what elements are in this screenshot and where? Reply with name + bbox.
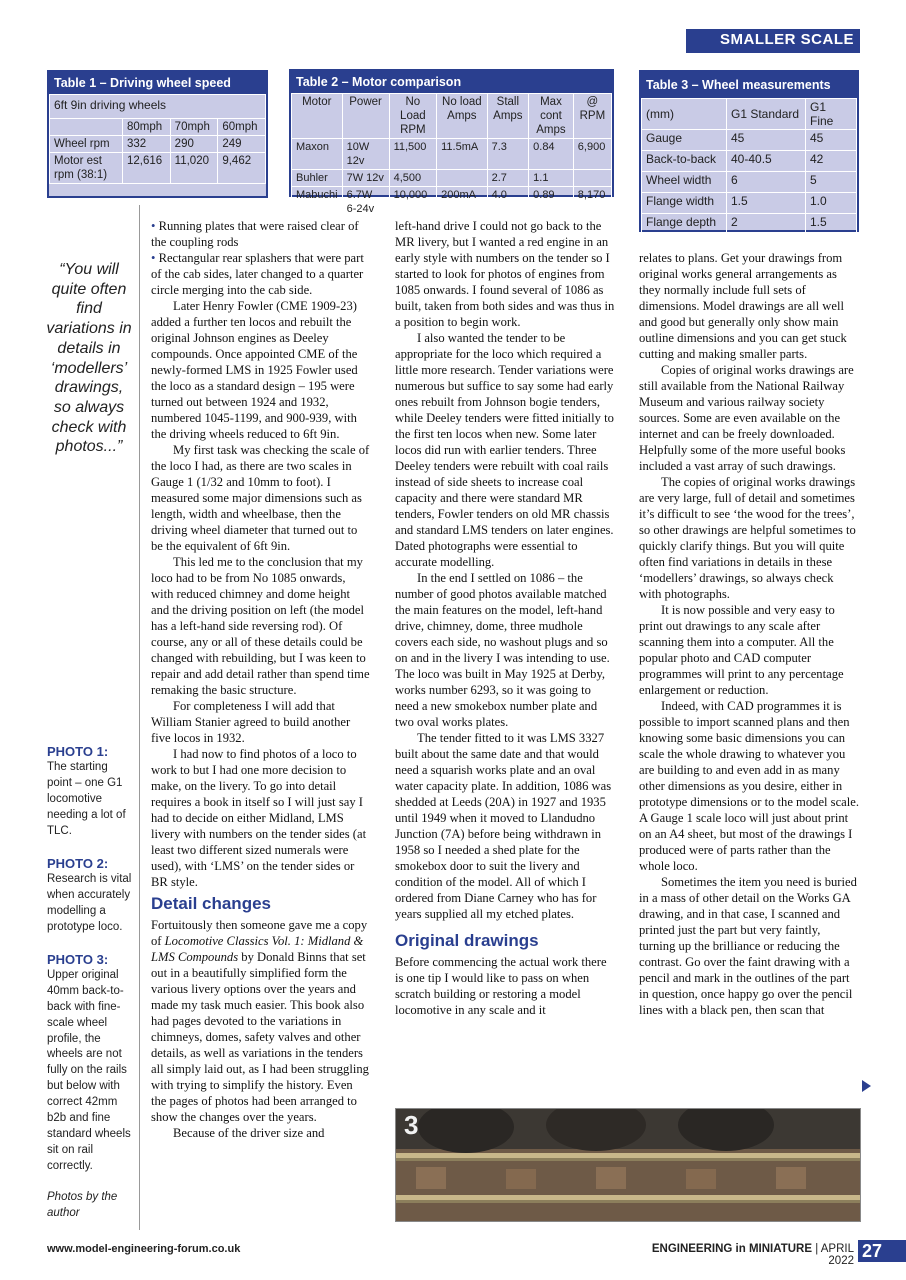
table-cell: 4,500 <box>389 170 437 187</box>
table-cell: 70mph <box>170 119 218 136</box>
table-cell: 80mph <box>123 119 171 136</box>
table-cell: G1 Standard <box>727 99 806 130</box>
bullet-item <box>151 250 370 298</box>
caption-text: Upper original 40mm back-to-back with fine-scale wheel profile, the wheels are not fully on the rails but below with correct 42mm b2b and fine standard wheels sit on rail correctly. <box>47 968 131 1172</box>
wheels-on-track-image <box>396 1109 860 1221</box>
caption-label: PHOTO 3: <box>47 952 109 967</box>
section-tag-rule <box>686 51 860 53</box>
paragraph: Sometimes the item you need is buried in a mass of other detail on the Works GA drawing, and in that case, I scanned and printed just the part but very faintly, turning up the brilliance or reducing the contrast. Go over the faint drawing with a pencil and mark in the outlines of the part in question, once happy go over the pencil lines with a black pen, then scan that <box>639 875 857 1017</box>
paragraph <box>151 917 370 1125</box>
caption-label: PHOTO 2: <box>47 856 109 871</box>
table-cell: Buhler <box>292 170 343 187</box>
table-3-title: Table 3 – Wheel measurements <box>641 72 857 98</box>
table-cell <box>50 119 123 136</box>
table-cell: G1 Fine <box>806 99 857 130</box>
table-cell: 0.89 <box>529 187 574 218</box>
section-tag: SMALLER SCALE <box>686 29 860 51</box>
table-row <box>642 130 857 151</box>
bullet-item <box>151 218 370 250</box>
article-column-3 <box>639 250 859 1018</box>
table-cell: 8,170 <box>573 187 611 218</box>
table-1-title: Table 1 – Driving wheel speed <box>49 72 266 94</box>
text-run: Fortuitously then someone gave me a copy of <box>151 918 368 948</box>
photo-3 <box>395 1108 861 1222</box>
table-cell: 1.1 <box>529 170 574 187</box>
article-column-2 <box>395 218 615 1018</box>
table-1-subtitle: 6ft 9in driving wheels <box>50 95 266 119</box>
paragraph: The tender fitted to it was LMS 3327 built about the same date and that would need a squarish works plate and an oval water capacity plate. In addition, 1086 was shedded at Leeds (20A) in 1927 and 1935 until 1949 when it moved to Llandudno Junction (7A) before being withdrawn in 1958 so I needed a shed plate for the smokebox door to suit the livery and condition of the model. All of which I ordered from Diane Carney who has for years supplied all my etched plates. <box>395 731 612 921</box>
table-row <box>292 170 612 187</box>
table-cell: 11.5mA <box>437 139 487 170</box>
caption-label: PHOTO 1: <box>47 744 109 759</box>
table-2 <box>289 69 614 215</box>
subheading-original-drawings: Original drawings <box>395 931 539 950</box>
article-column-1 <box>151 218 370 1141</box>
page-number: 27 <box>858 1240 906 1262</box>
photo-2-caption <box>47 856 135 936</box>
table-row <box>642 151 857 172</box>
table-cell: Max cont Amps <box>529 94 574 139</box>
table-cell: 7.3 <box>487 139 529 170</box>
paragraph: For completeness I will add that William Stanier agreed to build another five locos in 1932. <box>151 699 351 745</box>
table-cell: Wheel rpm <box>50 136 123 153</box>
table-cell: 10,000 <box>389 187 437 218</box>
magazine-name: ENGINEERING in MINIATURE <box>651 1243 812 1255</box>
table-cell: Back-to-back <box>642 151 727 172</box>
table-cell: No Load RPM <box>389 94 437 139</box>
table-row <box>292 187 612 218</box>
photo-number: 3 <box>404 1110 419 1140</box>
table-row <box>50 136 266 153</box>
paragraph: It is now possible and very easy to print out drawings to any scale after scanning them into a computer. All the popular photo and CAD computer programmes will print to any percentage enlargement or reduction. <box>639 603 844 697</box>
table-cell: @ RPM <box>573 94 611 139</box>
table-row <box>50 153 266 184</box>
table-3 <box>639 70 859 232</box>
table-cell: 2.7 <box>487 170 529 187</box>
table-cell: 10W 12v <box>342 139 389 170</box>
table-cell: 45 <box>806 130 857 151</box>
book-title: Locomotive Classics Vol. 1: Midland & LMS Compounds <box>151 934 364 964</box>
caption-text: Research is vital when accurately modelling a prototype loco. <box>47 872 132 933</box>
table-3-header-row <box>642 99 857 130</box>
table-cell: 1.5 <box>727 193 806 214</box>
table-cell: 332 <box>123 136 171 153</box>
text-run: by Donald Binns that set out in a beautifully simplified form the various livery options over the years and made my task much easier. This book also had pages devoted to the variations in chimneys, domes, safety valves and other details, as well as variations in the tenders all simply laid out, as I had been struggling with trying to simplify the history. Even the pages of photos had been arranged to show the changes over the years. <box>151 950 369 1124</box>
footer-website[interactable]: www.model-engineering-forum.co.uk <box>47 1243 241 1255</box>
table-cell: Mabuchi <box>292 187 343 218</box>
table-cell: (mm) <box>642 99 727 130</box>
table-cell: Motor est rpm (38:1) <box>50 153 123 184</box>
table-row <box>642 193 857 214</box>
table-cell: 0.84 <box>529 139 574 170</box>
column-divider <box>139 205 140 1230</box>
table-cell: 40-40.5 <box>727 151 806 172</box>
table-cell <box>437 170 487 187</box>
table-cell: 6 <box>727 172 806 193</box>
table-cell: 1.0 <box>806 193 857 214</box>
photo-3-caption <box>47 952 135 1175</box>
paragraph: My first task was checking the scale of the loco I had, as there are two scales in Gauge 1 (1/32 and 10mm to foot). I measured some major dimensions such as length, width and wheelbase, then the driving wheel diameter that turned out to be the equivalent of 6ft 9in. <box>151 443 370 553</box>
paragraph: relates to plans. Get your drawings from original works general arrangements as they normally include full sets of dimensions. Model drawings are all well and good but generally only show main outline dimensions and you can get stuck cutting and making smaller parts. <box>639 251 847 361</box>
pull-quote: “You will quite often find variations in details in ‘modellers’ drawings, so always check with photos...” <box>46 261 132 456</box>
table-cell: 6.7W 6-24v <box>342 187 389 218</box>
footer-masthead: ENGINEERING in MINIATURE | APRIL 2022 <box>651 1243 854 1267</box>
bullet-text: Rectangular rear splashers that were part of the cab sides, later changed to a quarter circle merging into the cab side. <box>151 251 364 297</box>
bullet-icon: • <box>151 251 159 265</box>
table-cell: 2 <box>727 214 806 235</box>
table-1-header-row <box>50 119 266 136</box>
paragraph: left-hand drive I could not go back to the MR livery, but I wanted a red engine in an early style with numbers on the tender so I started to look for photos of engines from 1085 onwards. I found several of 1086 as built, taken from both sides and was thus in a position to begin work. <box>395 219 615 329</box>
paragraph: Later Henry Fowler (CME 1909-23) added a further ten locos and rebuilt the original Johnson engines as Deeley compounds. Once appointed CME of the newly-formed LMS in 1925 Fowler used the loco as a standard design – 195 were turned out between 1924 and 1932, numbered 1045-1199, and 900-939, with the driving wheels reduced to 6ft 9in. <box>151 299 358 441</box>
table-2-header-row <box>292 94 612 139</box>
table-cell: Wheel width <box>642 172 727 193</box>
table-row <box>292 139 612 170</box>
table-cell: 290 <box>170 136 218 153</box>
table-cell: 249 <box>218 136 266 153</box>
paragraph: Because of the driver size and <box>173 1126 325 1140</box>
table-cell: Power <box>342 94 389 139</box>
bullet-icon: • <box>151 219 159 233</box>
table-cell <box>573 170 611 187</box>
table-cell: 60mph <box>218 119 266 136</box>
table-cell: 42 <box>806 151 857 172</box>
continue-arrow-icon <box>862 1080 871 1092</box>
paragraph: In the end I settled on 1086 – the number of good photos available matched the main features on the model, left-hand drive, chimney, dome, three mudhole covers each side, no washout plugs and so on and in the livery I was intending to use. The loco was built in May 1925 at Derby, works number 6293, so it was going to need a new smokebox number plate and two oval works plates. <box>395 571 610 729</box>
table-cell: 1.5 <box>806 214 857 235</box>
table-cell: 9,462 <box>218 153 266 184</box>
paragraph: I also wanted the tender to be appropriate for the loco which required a little more research. Tender variations were numerous but suffice to say some had early ones rebuilt from Johnson bogie tenders, while Deeley tenders were fitted initially to the first ten locos when new. Some later locos did run with earlier tenders. Three Deeley tenders were rebuilt with coal rails instead of side sheets to increase coal capacity and there were standard MR tenders, Fowler tenders on old MR chassis and standard LMS tenders on later engines. Dated photographs were essential to accurate modelling. <box>395 331 614 569</box>
paragraph: Before commencing the actual work there is one tip I would like to pass on when scratch building or restoring a model locomotive in any scale and it <box>395 955 607 1017</box>
table-cell: 11,500 <box>389 139 437 170</box>
subheading-detail-changes: Detail changes <box>151 894 271 913</box>
table-row <box>642 214 857 235</box>
table-cell: 7W 12v <box>342 170 389 187</box>
table-cell: Flange width <box>642 193 727 214</box>
paragraph: Copies of original works drawings are still available from the National Railway Museum and various railway society sources. Some are even available on the internet and can be freely downloaded. Helpfully some of the more useful books included a vast array of such drawings. <box>639 363 854 473</box>
bullet-text: Running plates that were raised clear of the coupling rods <box>151 219 359 249</box>
table-cell: 6,900 <box>573 139 611 170</box>
table-cell: No load Amps <box>437 94 487 139</box>
paragraph: This led me to the conclusion that my loco had to be from No 1085 onwards, with reduced chimney and dome height and the driving position on left (the model has a left-hand side reversing rod). Of course, any or all of these details could be changed with rebuilding, but I was keen to repair and add detail rather than spend time remaking the basic structure. <box>151 555 370 697</box>
table-cell: Motor <box>292 94 343 139</box>
table-cell: 45 <box>727 130 806 151</box>
table-cell: Maxon <box>292 139 343 170</box>
issue-date: APRIL 2022 <box>820 1243 854 1267</box>
paragraph: I had now to find photos of a loco to work to but I had one more decision to make, on the livery. To go into detail requires a book in itself so I will just say I had to decide on either Midland, LMS livery with numbers on the tender sides (at least two different sized numerals were used), with ‘LMS’ on the tender sides or BR style. <box>151 747 367 889</box>
table-2-title: Table 2 – Motor comparison <box>291 71 612 93</box>
table-1 <box>47 70 268 198</box>
paragraph: Indeed, with CAD programmes it is possible to import scanned plans and then knowing some basic dimensions you can scale the whole drawing to whatever you are building to and even add in as many other dimensions as you desire, either in prototype dimensions or to the model scale. A Gauge 1 scale loco will just about print on an A4 sheet, but most of the drawings I produced were of parts rather than the whole loco. <box>639 699 859 873</box>
table-cell: Stall Amps <box>487 94 529 139</box>
table-cell: Flange depth <box>642 214 727 235</box>
table-cell: 4.0 <box>487 187 529 218</box>
table-cell: 200mA <box>437 187 487 218</box>
photo-1-caption <box>47 744 135 839</box>
table-cell: 12,616 <box>123 153 171 184</box>
caption-text: The starting point – one G1 locomotive needing a lot of TLC. <box>47 760 126 837</box>
paragraph: The copies of original works drawings are very large, full of detail and sometimes it’s difficult to see ‘the wood for the trees’, so other drawings are helpful sometimes to quickly clarify things. But you will quite often find variations in details in these ‘modellers’ drawings, so always check with photographs. <box>639 475 856 601</box>
photo-credit: Photos by the author <box>47 1191 118 1219</box>
table-cell: Gauge <box>642 130 727 151</box>
table-cell: 11,020 <box>170 153 218 184</box>
table-row <box>642 172 857 193</box>
table-cell: 5 <box>806 172 857 193</box>
